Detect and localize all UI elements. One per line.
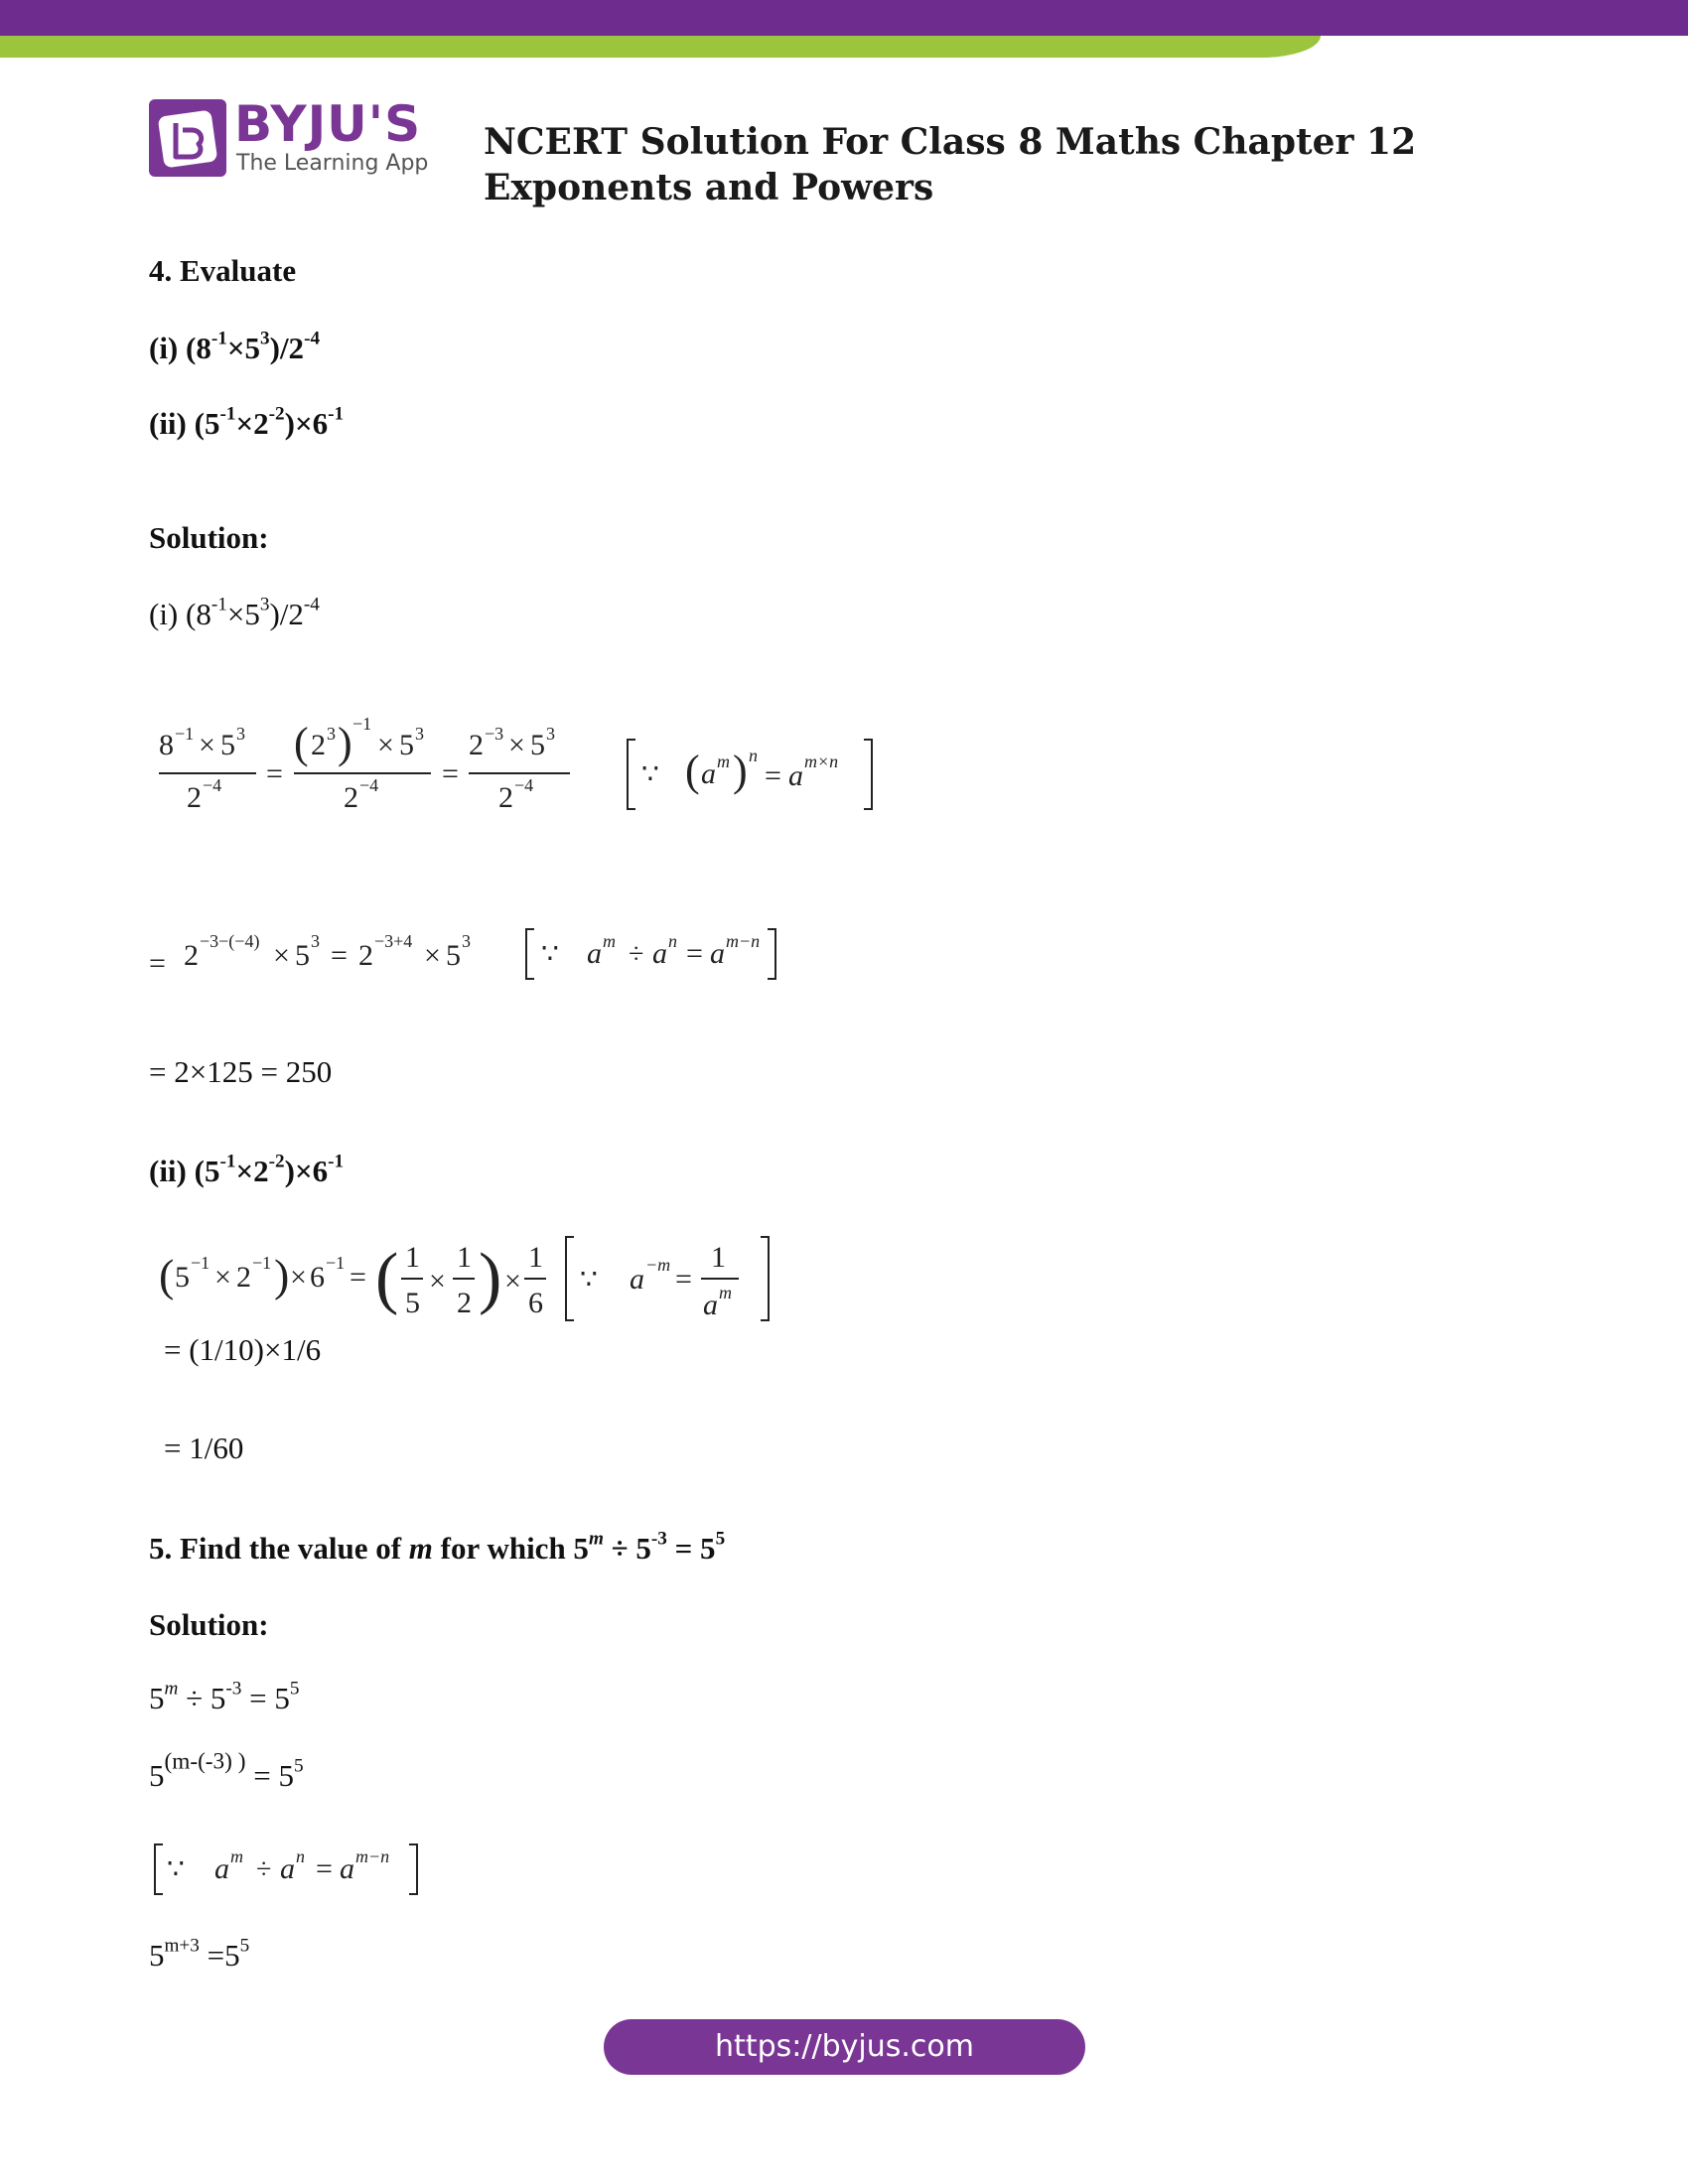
svg-text:3: 3 [415, 724, 424, 744]
question-4-part-ii: (ii) $(5^{-1}\times 2^{-2})\times 6^{-1}$ [149, 403, 345, 441]
svg-text:×: × [424, 939, 441, 972]
svg-text:5: 5 [530, 729, 545, 761]
svg-text:3: 3 [546, 724, 555, 744]
svg-text:5: 5 [295, 939, 310, 972]
svg-text:6: 6 [310, 1261, 325, 1294]
svg-text:m−n: m−n [726, 931, 761, 951]
svg-text:a: a [280, 1852, 295, 1885]
svg-text:2: 2 [187, 781, 202, 814]
svg-text:−4: −4 [359, 775, 379, 795]
svg-text:−1: −1 [326, 1253, 346, 1273]
footer-url-button[interactable] [604, 2019, 1085, 2075]
svg-text:): ) [274, 1250, 290, 1300]
q5-step-1: $5^m \div 5^{-3} = 5^5$ [149, 1678, 300, 1715]
svg-text:(: ( [159, 1250, 175, 1300]
svg-text:a: a [703, 1289, 718, 1321]
svg-text:∵: ∵ [580, 1265, 598, 1296]
svg-text:−1: −1 [191, 1253, 211, 1273]
svg-text:∵: ∵ [167, 1854, 185, 1885]
svg-text:5: 5 [220, 729, 235, 761]
svg-text:=: = [686, 937, 703, 970]
solution-part-i-label: (i) $(8^{-1}\times 5^3)/2^{-4}$ [149, 594, 320, 631]
svg-text:×: × [199, 729, 215, 761]
svg-text:): ) [479, 1240, 502, 1316]
svg-text:−4: −4 [203, 775, 222, 795]
svg-text:2: 2 [358, 939, 373, 972]
svg-text:a: a [710, 937, 725, 970]
step-ii-2: = 1/60 [164, 1431, 244, 1465]
solution-part-ii-label: (ii) $(5^{-1}\times 2^{-2})\times 6^{-1}$ [149, 1151, 345, 1188]
svg-text:3: 3 [327, 724, 336, 744]
svg-text:a: a [701, 757, 716, 790]
svg-text:=: = [675, 1263, 692, 1296]
svg-text:2: 2 [457, 1287, 472, 1319]
svg-text:n: n [668, 931, 677, 951]
q5-rule-equation [151, 1837, 449, 1906]
svg-text:=: = [149, 947, 166, 980]
svg-text:2: 2 [236, 1261, 251, 1294]
svg-text:×: × [214, 1261, 231, 1294]
svg-text:=: = [316, 1852, 333, 1885]
page-title: NCERT Solution For Class 8 Maths Chapter 12 Exponents and Powers [484, 121, 1417, 208]
svg-text:m×n: m×n [804, 751, 839, 771]
svg-text:−3: −3 [485, 724, 504, 744]
svg-text:∵: ∵ [541, 939, 559, 970]
svg-text:5: 5 [175, 1261, 190, 1294]
svg-text:×: × [504, 1265, 521, 1297]
svg-text:=: = [442, 757, 459, 790]
svg-text:5: 5 [446, 939, 461, 972]
svg-text:a: a [652, 937, 667, 970]
svg-text:a: a [630, 1263, 644, 1296]
svg-text:−1: −1 [352, 714, 372, 734]
svg-text:=: = [266, 757, 283, 790]
svg-text:−3−(−4): −3−(−4) [200, 931, 260, 951]
brand-name: BYJU'S [234, 95, 422, 153]
brand-tagline: The Learning App [236, 151, 429, 176]
svg-text:(: ( [375, 1240, 399, 1316]
question-4-heading: 4. Evaluate [149, 253, 297, 288]
svg-text:2: 2 [498, 781, 513, 814]
svg-text:(: ( [685, 747, 700, 795]
svg-text:3: 3 [462, 931, 471, 951]
svg-text:n: n [296, 1846, 305, 1866]
svg-text:2: 2 [184, 939, 199, 972]
svg-text:−3+4: −3+4 [374, 931, 413, 951]
logo-b-icon [149, 99, 226, 177]
svg-text:÷: ÷ [629, 939, 644, 970]
q5-step-3: $5^{m+3} =5^5$ [149, 1935, 250, 1973]
svg-text:8: 8 [159, 729, 174, 761]
svg-text:×: × [508, 729, 525, 761]
svg-text:n: n [749, 746, 758, 765]
svg-text:): ) [733, 747, 748, 795]
svg-text:÷: ÷ [256, 1854, 272, 1885]
svg-text:−1: −1 [175, 724, 195, 744]
svg-text:a: a [587, 937, 602, 970]
svg-text:2: 2 [344, 781, 358, 814]
svg-text:3: 3 [236, 724, 245, 744]
svg-text:m−n: m−n [355, 1846, 390, 1866]
byjus-logo [149, 95, 437, 181]
equation-step-1 [149, 710, 894, 819]
svg-text:1: 1 [405, 1241, 420, 1274]
svg-text:m: m [719, 1283, 732, 1302]
question-4-part-i: (i) $(8^{-1}\times 5^3)/2^{-4}$ [149, 328, 321, 365]
svg-text:6: 6 [528, 1287, 543, 1319]
svg-text:=: = [331, 939, 348, 972]
solution-label: Solution: [149, 520, 269, 555]
q5-solution-label: Solution: [149, 1607, 269, 1642]
equation-step-2 [144, 913, 839, 983]
question-5-heading: 5. Find the value of m for which $5^m \div 5^{-3} = 5^5$ [149, 1528, 726, 1566]
svg-text:5: 5 [405, 1287, 420, 1319]
svg-text:∵: ∵ [641, 759, 659, 790]
step-ii-1: = (1/10)×1/6 [164, 1332, 322, 1367]
equation-step-3 [159, 1229, 794, 1328]
svg-text:×: × [377, 729, 394, 761]
svg-text:1: 1 [528, 1241, 543, 1274]
q5-step-2: $5^{(m-(-3) )} = 5^5$ [149, 1748, 304, 1793]
svg-text:−m: −m [645, 1255, 671, 1275]
svg-text:): ) [338, 719, 352, 767]
svg-text:=: = [350, 1261, 366, 1294]
svg-text:3: 3 [311, 931, 320, 951]
svg-text:−1: −1 [252, 1253, 272, 1273]
svg-text:m: m [230, 1846, 243, 1866]
svg-text:1: 1 [457, 1241, 472, 1274]
svg-text:1: 1 [711, 1241, 726, 1274]
svg-text:(: ( [294, 719, 309, 767]
svg-text:m: m [717, 751, 730, 771]
svg-text:5: 5 [399, 729, 414, 761]
svg-text:a: a [214, 1852, 229, 1885]
svg-text:2: 2 [311, 729, 326, 761]
svg-text:=: = [765, 759, 781, 792]
header-band-green [0, 36, 1321, 58]
svg-text:2: 2 [469, 729, 484, 761]
footer-url[interactable]: https://byjus.com [715, 2029, 974, 2064]
header-band-purple [0, 0, 1688, 36]
svg-text:−4: −4 [514, 775, 534, 795]
svg-text:×: × [429, 1265, 446, 1297]
svg-text:a: a [788, 759, 803, 792]
svg-text:m: m [603, 931, 616, 951]
step-result: = 2×125 = 250 [149, 1054, 333, 1089]
svg-text:×: × [290, 1261, 307, 1294]
svg-text:×: × [273, 939, 290, 972]
svg-text:a: a [340, 1852, 354, 1885]
